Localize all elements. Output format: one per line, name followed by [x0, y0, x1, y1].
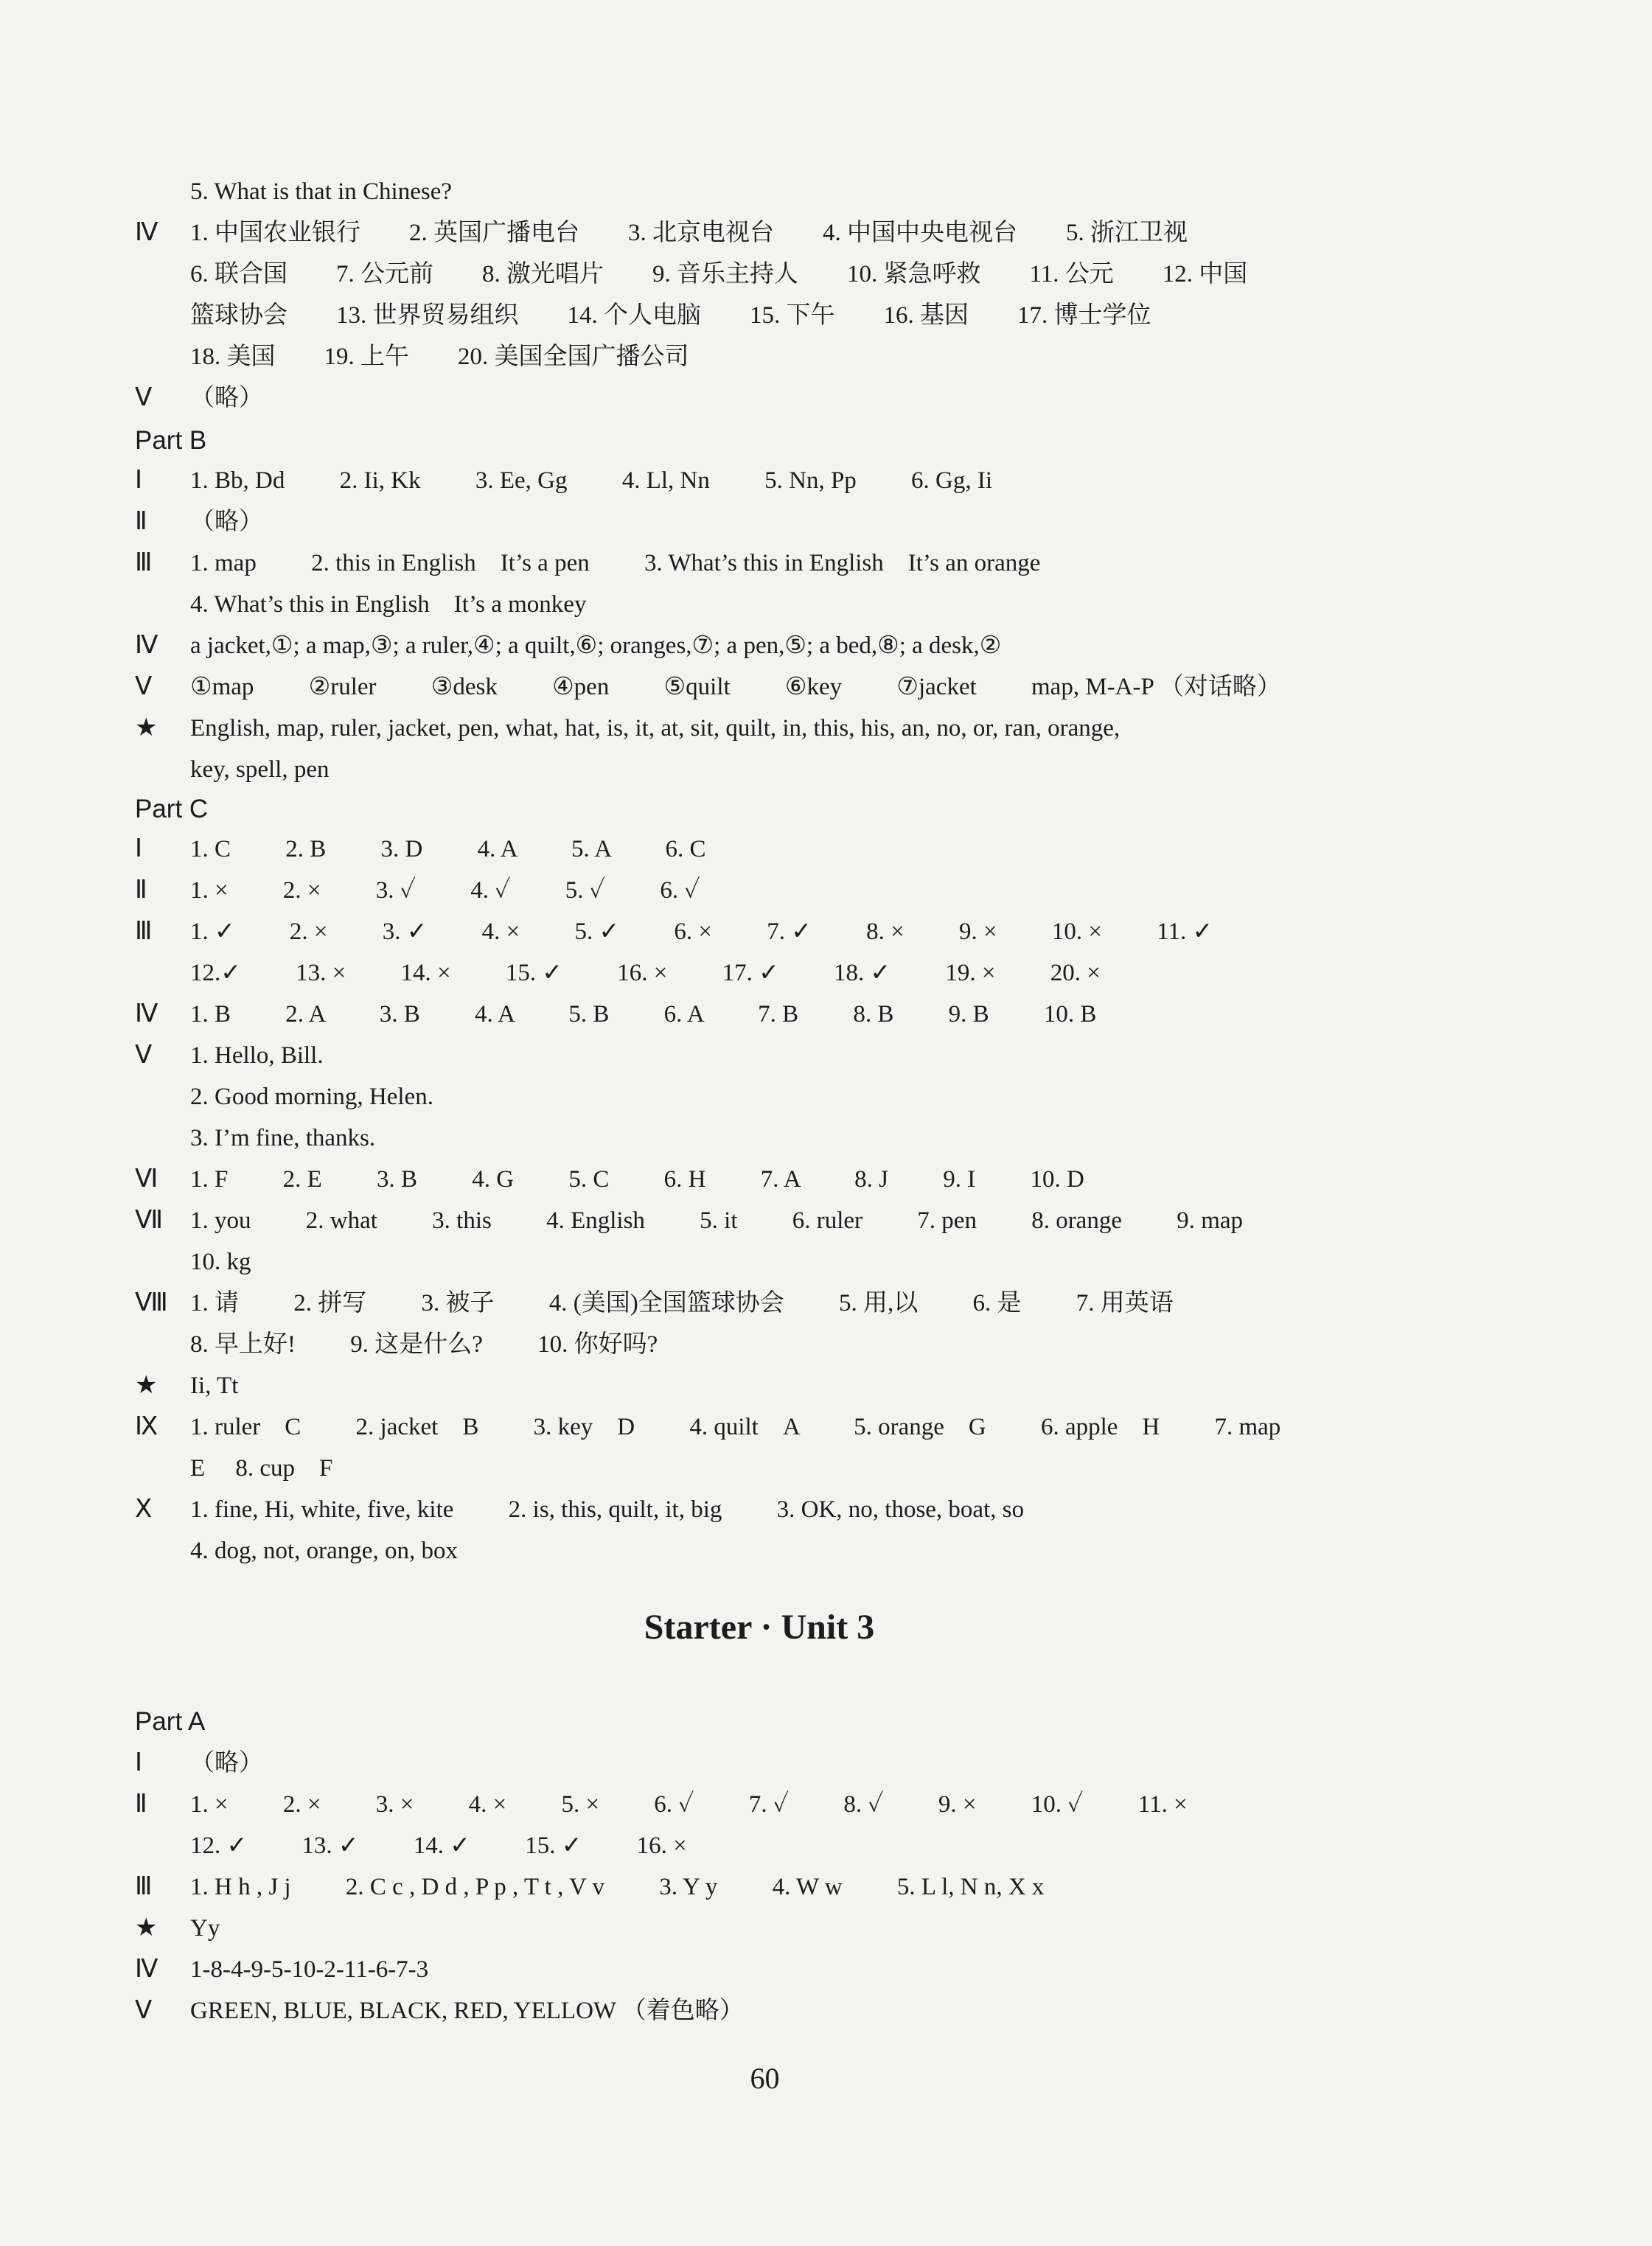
answer-text: 18. 美国 19. 上午 20. 美国全国广播公司 [190, 343, 689, 370]
answer-text: 1. Bb, Dd 2. Ii, Kk 3. Ee, Gg 4. Ll, Nn 5. Nn, Pp 6. Gg, Ii [190, 467, 993, 494]
answer-text: 1. F 2. E 3. B 4. G 5. C 6. H 7. A 8. J 9. I 10. D [190, 1166, 1084, 1193]
answer-text: 篮球协会 13. 世界贸易组织 14. 个人电脑 15. 下午 16. 基因 17. 博士学位 [190, 302, 1151, 329]
answer-text: 2. Good morning, Helen. [190, 1084, 433, 1110]
section-numeral: Ⅷ [135, 1289, 168, 1316]
answer-text: 1-8-4-9-5-10-2-11-6-7-3 [190, 1956, 429, 1983]
section-numeral: Ⅳ [135, 1000, 158, 1028]
answer-text: 1. ruler C 2. jacket B 3. key D 4. quilt A 5. orange G 6. apple H 7. map [190, 1414, 1281, 1440]
section-numeral: Ⅴ [135, 384, 153, 411]
answer-text: a jacket,①; a map,③; a ruler,④; a quilt,⑥; oranges,⑦; a pen,⑤; a bed,⑧; a desk,② [190, 632, 1002, 659]
answer-text: 5. What is that in Chinese? [190, 178, 452, 205]
answer-text: 1. map 2. this in English It’s a pen 3. What’s this in English It’s an orange [190, 550, 1041, 576]
section-numeral: Ⅲ [135, 549, 153, 576]
section-numeral: Ⅴ [135, 1042, 153, 1069]
section-numeral: Ⅲ [135, 918, 153, 945]
answer-text: 4. dog, not, orange, on, box [190, 1538, 458, 1564]
part-heading: Part A [135, 1707, 206, 1736]
answer-text: English, map, ruler, jacket, pen, what, hat, is, it, at, sit, quilt, in, this, his, an, no, or, ran, orange, [190, 715, 1120, 742]
answer-text: 1. × 2. × 3. ✓ 4. ✓ 5. ✓ 6. ✓ [190, 877, 700, 904]
answer-text: 1. B 2. A 3. B 4. A 5. B 6. A 7. B 8. B 9. B 10. B [190, 1001, 1097, 1028]
part-heading: Part B [135, 426, 207, 455]
answer-text: 1. H h , J j 2. C c , D d , P p , T t , V v 3. Y y 4. W w 5. L l, N n, X x [190, 1874, 1045, 1900]
answer-text: （略） [190, 509, 263, 535]
answer-text: （略） [190, 1750, 263, 1776]
answer-text: 1. 请 2. 拼写 3. 被子 4. (美国)全国篮球协会 5. 用,以 6. 是 7. 用英语 [190, 1290, 1174, 1316]
answer-text: key, spell, pen [190, 756, 330, 783]
answer-text: 8. 早上好! 9. 这是什么? 10. 你好吗? [190, 1331, 658, 1358]
unit-title: Starter · Unit 3 [644, 1608, 875, 1647]
part-heading: Part C [135, 795, 209, 823]
section-numeral: Ⅰ [135, 1749, 143, 1776]
section-numeral: Ⅵ [135, 1165, 158, 1193]
section-numeral: Ⅹ [135, 1496, 153, 1523]
section-numeral: Ⅳ [135, 1956, 158, 1983]
section-numeral: Ⅲ [135, 1873, 153, 1900]
answer-text: ①map ②ruler ③desk ④pen ⑤quilt ⑥key ⑦jacket map, M-A-P （对话略） [190, 674, 1281, 700]
section-numeral: Ⅸ [135, 1413, 158, 1440]
section-numeral: Ⅳ [135, 219, 158, 246]
answer-text: 1. 中国农业银行 2. 英国广播电台 3. 北京电视台 4. 中国中央电视台 5. 浙江卫视 [190, 220, 1188, 246]
answer-text: 1. Hello, Bill. [190, 1042, 324, 1069]
answer-text: 3. I’m fine, thanks. [190, 1125, 376, 1151]
answer-text: 1. fine, Hi, white, five, kite 2. is, this, quilt, it, big 3. OK, no, those, boat, so [190, 1496, 1025, 1523]
answer-text: Ii, Tt [190, 1373, 239, 1399]
section-numeral: Ⅴ [135, 1997, 153, 2024]
section-numeral: ★ [135, 1914, 158, 1942]
answer-text: 1. × 2. × 3. × 4. × 5. × 6. ✓ 7. ✓ 8. ✓ 9. × 10. ✓ 11. × [190, 1791, 1188, 1818]
section-numeral: Ⅱ [135, 1790, 147, 1818]
section-numeral: ★ [135, 1372, 158, 1399]
answer-text: GREEN, BLUE, BLACK, RED, YELLOW （着色略） [190, 1998, 744, 2024]
answer-text: 12.✓ 13. × 14. × 15. ✓ 16. × 17. ✓ 18. ✓ 19. × 20. × [190, 960, 1101, 986]
answer-text: 1. C 2. B 3. D 4. A 5. A 6. C [190, 836, 706, 862]
page-number: 60 [750, 2062, 780, 2095]
answer-text: Yy [190, 1915, 220, 1942]
answer-text: （略） [190, 385, 263, 411]
section-numeral: Ⅶ [135, 1207, 164, 1234]
section-numeral: Ⅴ [135, 673, 153, 700]
answer-text: 1. ✓ 2. × 3. ✓ 4. × 5. ✓ 6. × 7. ✓ 8. × 9. × 10. × 11. ✓ [190, 918, 1213, 945]
answer-text: 4. What’s this in English It’s a monkey [190, 591, 587, 618]
section-numeral: Ⅳ [135, 632, 158, 659]
answer-text: E 8. cup F [190, 1455, 333, 1482]
answer-text: 6. 联合国 7. 公元前 8. 激光唱片 9. 音乐主持人 10. 紧急呼救 11. 公元 12. 中国 [190, 261, 1248, 287]
section-numeral: ★ [135, 714, 158, 742]
answer-text: 12. ✓ 13. ✓ 14. ✓ 15. ✓ 16. × [190, 1832, 687, 1859]
answer-text: 10. kg [190, 1249, 251, 1275]
section-numeral: Ⅱ [135, 876, 147, 904]
section-numeral: Ⅰ [135, 835, 143, 862]
section-numeral: Ⅰ [135, 467, 143, 494]
section-numeral: Ⅱ [135, 508, 147, 535]
answer-text: 1. you 2. what 3. this 4. English 5. it 6. ruler 7. pen 8. orange 9. map [190, 1207, 1244, 1234]
